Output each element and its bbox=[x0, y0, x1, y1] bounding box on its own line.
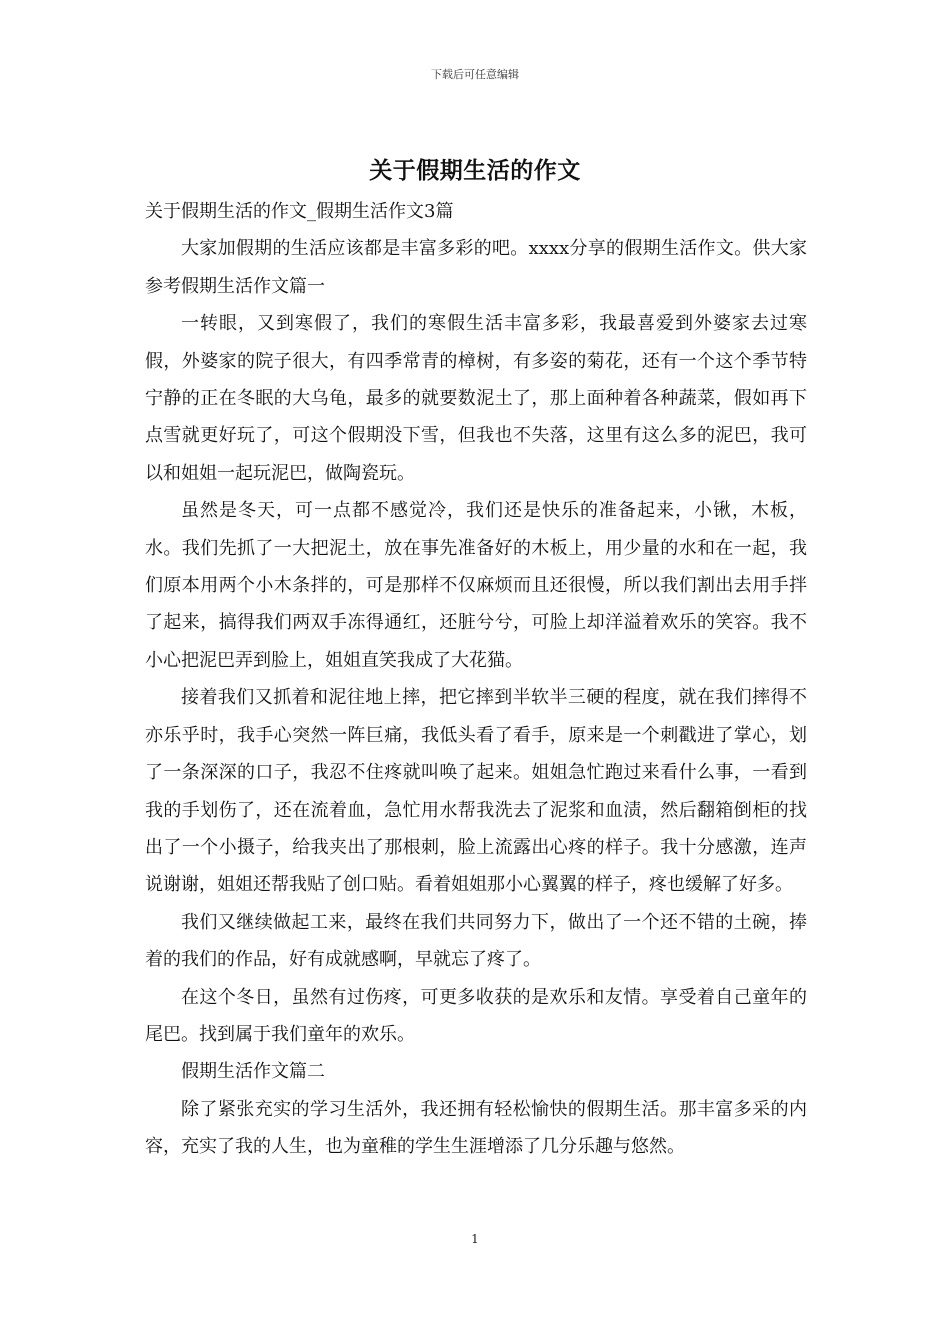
paragraph-1: 一转眼，又到寒假了，我们的寒假生活丰富多彩，我最喜爱到外婆家去过寒假，外婆家的院子很大，有四季常青的樟树，有多姿的菊花，还有一个这个季节特宁静的正在冬眠的大乌龟，最多的就要数泥土了，那上面种着各种蔬菜，假如再下点雪就更好玩了，可这个假期没下雪，但我也不失落，这里有这么多的泥巴，我可以和姐姐一起玩泥巴，做陶瓷玩。 bbox=[145, 313, 807, 484]
paragraph-2: 虽然是冬天，可一点都不感觉冷，我们还是快乐的准备起来，小锹，木板，水。我们先抓了一大把泥土，放在事先准备好的木板上，用少量的水和在一起，我们原本用两个小木条拌的，可是那样不仅麻烦而且还很慢，所以我们割出去用手拌了起来，搞得我们两双手冻得通红，还脏兮兮，可脸上却洋溢着欢乐的笑容。我不小心把泥巴弄到脸上，姐姐直笑我成了大花猫。 bbox=[145, 500, 807, 671]
paragraph-intro: 大家加假期的生活应该都是丰富多彩的吧。xxxx分享的假期生活作文。供大家参考假期生活作文篇一 bbox=[145, 238, 807, 297]
paragraph-4: 我们又继续做起工来，最终在我们共同努力下，做出了一个还不错的土碗，捧着的我们的作品，好有成就感啊，早就忘了疼了。 bbox=[145, 911, 807, 971]
paragraph-6: 除了紧张充实的学习生活外，我还拥有轻松愉快的假期生活。那丰富多采的内容，充实了我的人生，也为童稚的学生生涯增添了几分乐趣与悠然。 bbox=[145, 1098, 807, 1158]
paragraph-5: 在这个冬日，虽然有过伤疼，可更多收获的是欢乐和友情。享受着自己童年的尾巴。找到属于我们童年的欢乐。 bbox=[145, 986, 807, 1045]
page-header: 下载后可任意编辑 bbox=[431, 68, 519, 81]
document-subtitle: 关于假期生活的作文_假期生活作文3篇 bbox=[145, 201, 454, 222]
document-body bbox=[145, 193, 807, 1166]
paragraph-3: 接着我们又抓着和泥往地上摔，把它摔到半软半三硬的程度，就在我们摔得不亦乐乎时，我手心突然一阵巨痛，我低头看了看手，原来是一个刺戳进了掌心，划了一条深深的口子，我忍不住疼就叫唤了起来。姐姐急忙跑过来看什么事，一看到我的手划伤了，还在流着血，急忙用水帮我洗去了泥浆和血渍，然后翻箱倒柜的找出了一个小摄子，给我夹出了那根刺，脸上流露出心疼的样子。我十分感激，连声说谢谢，姐姐还帮我贴了创口贴。看着姐姐那小心翼翼的样子，疼也缓解了好多。 bbox=[145, 687, 807, 896]
section-heading-2: 假期生活作文篇二 bbox=[181, 1061, 325, 1083]
page-number: 1 bbox=[471, 1232, 479, 1246]
document-title: 关于假期生活的作文 bbox=[369, 157, 581, 184]
